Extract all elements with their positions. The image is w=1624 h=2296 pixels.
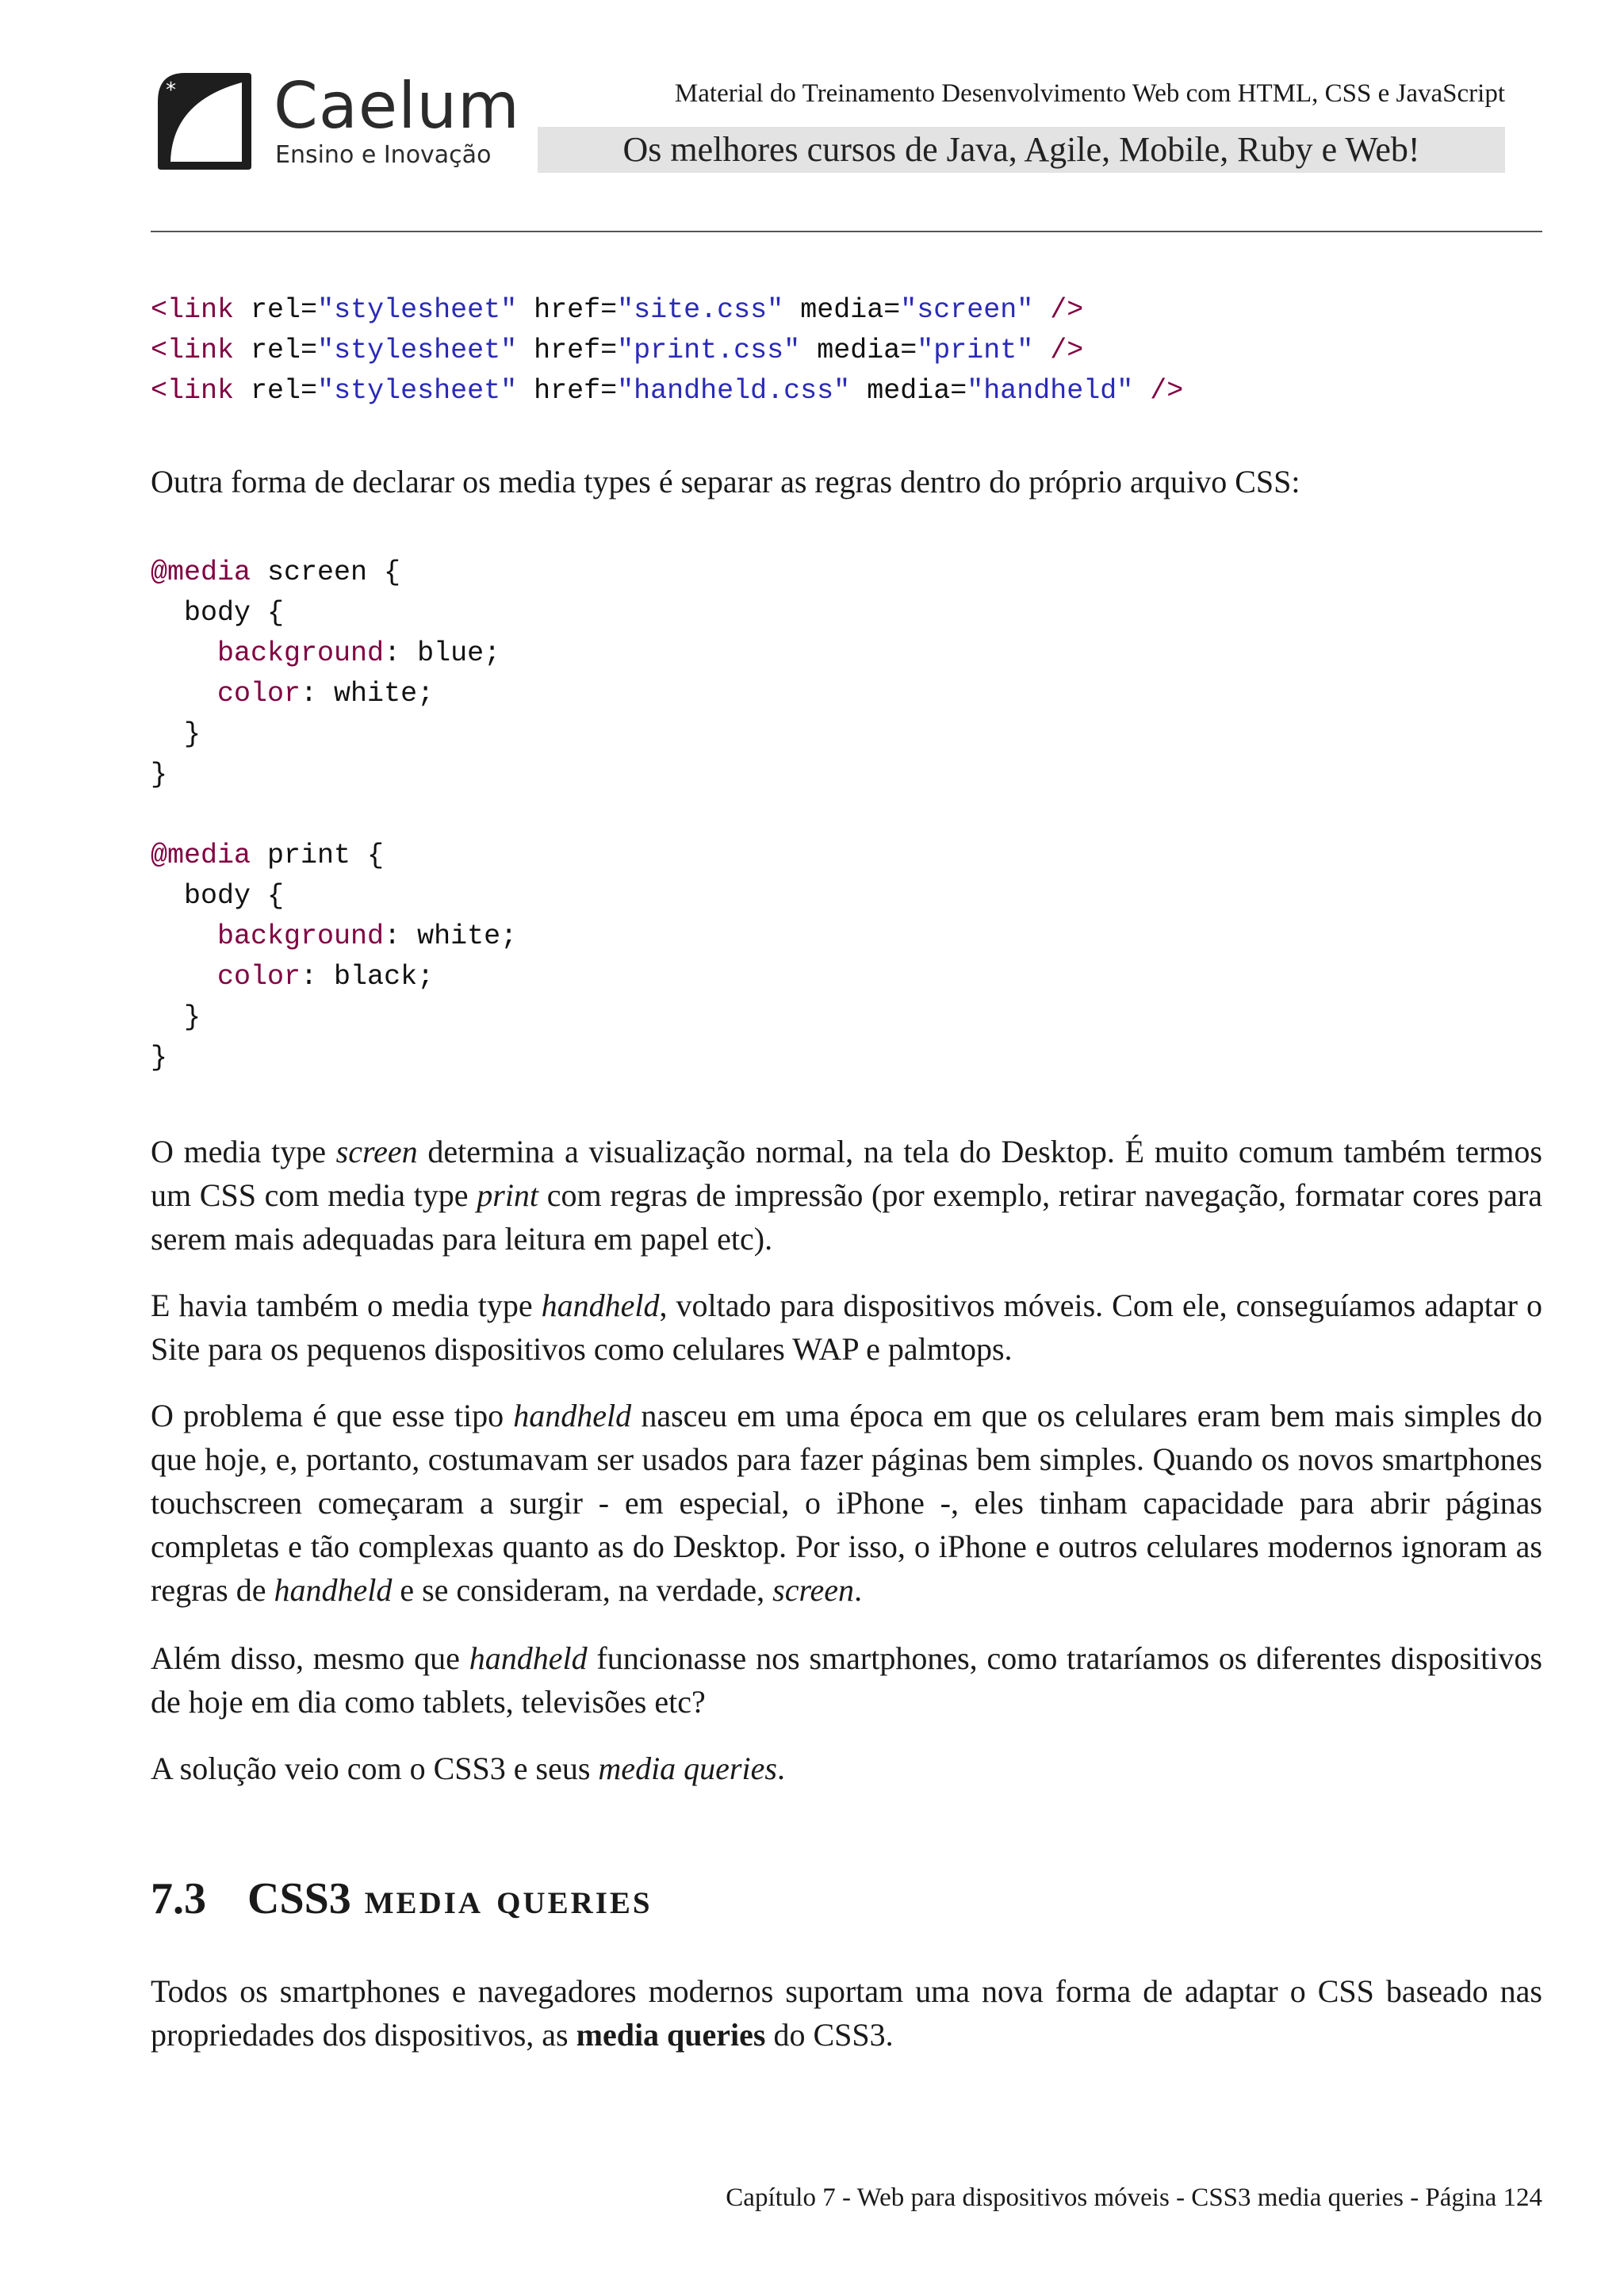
code-line (151, 331, 1183, 371)
code-tag: /> (1033, 294, 1084, 326)
code-brace: } (151, 718, 201, 750)
code-line (151, 957, 517, 997)
code-line (151, 876, 517, 916)
code-at-rule: @media (151, 557, 251, 588)
page-footer: Capítulo 7 - Web para dispositivos móveis - CSS3 media queries - Página 124 (726, 2183, 1542, 2212)
caelum-logo-icon (155, 70, 254, 173)
code-line (151, 553, 517, 593)
code-property: background (217, 637, 385, 669)
paragraph-media-type-screen (151, 1130, 1542, 1261)
section-number: 7.3 (151, 1874, 206, 1923)
section-title: CSS3 (247, 1874, 351, 1923)
code-tag: /> (1133, 375, 1184, 407)
code-attr: href= (517, 294, 618, 326)
code-brace: } (151, 1042, 168, 1073)
logo-tagline: Ensino e Inovação (275, 141, 492, 169)
code-line (151, 836, 517, 876)
paragraph-text: E havia também o media type handheld, voltado para dispositivos móveis. Com ele, conseguíamos adaptar o Site para os pequenos dispositivos como celulares WAP e palmtops. (151, 1288, 1542, 1367)
section-title-smallcaps: media queries (350, 1874, 653, 1923)
paragraph-text: Outra forma de declarar os media types é separar as regras dentro do próprio arquivo CSS: (151, 464, 1300, 499)
code-block-media-rules (151, 553, 517, 1078)
code-value: : white; (301, 678, 435, 710)
code-attr: media= (850, 375, 967, 407)
material-title: Material do Treinamento Desenvolvimento Web com HTML, CSS e JavaScript (674, 79, 1505, 108)
code-string: "stylesheet" (317, 375, 518, 407)
code-attr: href= (517, 335, 618, 366)
paragraph-text: Todos os smartphones e navegadores modernos suportam uma nova forma de adaptar o CSS baseado nas propriedades dos dispositivos, as media queries do CSS3. (151, 1973, 1542, 2053)
code-selector: body { (151, 597, 285, 629)
code-tag: /> (1033, 335, 1084, 366)
code-value: : black; (301, 961, 435, 993)
code-value: : white; (384, 920, 518, 952)
paragraph-text: Além disso, mesmo que handheld funcionasse nos smartphones, como trataríamos os diferentes dispositivos de hoje em dia como tablets, televisões etc? (151, 1640, 1542, 1720)
code-attr: media= (800, 335, 917, 366)
code-string: "handheld" (967, 375, 1134, 407)
paragraph-besides (151, 1636, 1542, 1724)
paragraph-media-queries-intro (151, 1969, 1542, 2057)
code-attr: rel= (234, 294, 318, 326)
code-text: print { (251, 840, 385, 871)
code-line (151, 674, 517, 714)
code-value: : blue; (384, 637, 501, 669)
paragraph-solution (151, 1747, 1542, 1790)
caelum-logo (155, 69, 520, 177)
code-string: "screen" (900, 294, 1034, 326)
paragraph-text: O problema é que esse tipo handheld nasceu em uma época em que os celulares eram bem mais simples do que hoje, e, portanto, costumavam ser usados para fazer páginas bem simples. Quando os novos smartphones touchscreen começaram a surgir - em especial, o iPhone -, eles tinham capacidade para abrir páginas completas e tão complexas quanto as do Desktop. Por isso, o iPhone e outros celulares modernos ignoram as regras de handheld e se consideram, na verdade, screen. (151, 1398, 1542, 1608)
code-property: background (217, 920, 385, 952)
code-line (151, 916, 517, 957)
code-line (151, 714, 517, 755)
code-brace: } (151, 759, 168, 790)
code-tag: <link (151, 375, 235, 407)
header-banner: Os melhores cursos de Java, Agile, Mobile, Ruby e Web! (538, 127, 1505, 173)
code-string: "stylesheet" (317, 294, 518, 326)
code-tag: <link (151, 294, 235, 326)
code-string: "handheld.css" (617, 375, 851, 407)
code-brace: } (151, 1001, 201, 1033)
code-property: color (217, 678, 301, 710)
svg-text:*: * (166, 78, 176, 102)
code-attr: href= (517, 375, 618, 407)
code-string: "print" (917, 335, 1034, 366)
header-divider (151, 231, 1542, 232)
code-attr: rel= (234, 375, 318, 407)
paragraph-text: A solução veio com o CSS3 e seus media queries. (151, 1751, 785, 1786)
code-tag: <link (151, 335, 235, 366)
paragraph-text: O media type screen determina a visualização normal, na tela do Desktop. É muito comum também termos um CSS com media type print com regras de impressão (por exemplo, retirar navegação, formatar cores para serem mais adequadas para leitura em papel etc). (151, 1134, 1542, 1257)
code-block-link-tags (151, 290, 1183, 411)
paragraph-handheld (151, 1284, 1542, 1371)
paragraph-intro (151, 460, 1542, 503)
code-line (151, 290, 1183, 331)
code-line (151, 795, 517, 836)
logo-name: Caelum (274, 69, 520, 143)
code-string: "site.css" (617, 294, 784, 326)
code-attr: media= (783, 294, 901, 326)
code-line (151, 755, 517, 795)
code-line (151, 371, 1183, 411)
code-attr: rel= (234, 335, 318, 366)
code-at-rule: @media (151, 840, 251, 871)
code-line (151, 1038, 517, 1078)
code-line (151, 593, 517, 633)
code-selector: body { (151, 880, 285, 912)
code-line (151, 633, 517, 674)
code-string: "print.css" (617, 335, 801, 366)
code-string: "stylesheet" (317, 335, 518, 366)
code-line (151, 997, 517, 1038)
paragraph-problem (151, 1394, 1542, 1612)
code-property: color (217, 961, 301, 993)
section-heading (151, 1871, 653, 1927)
code-text: screen { (251, 557, 401, 588)
